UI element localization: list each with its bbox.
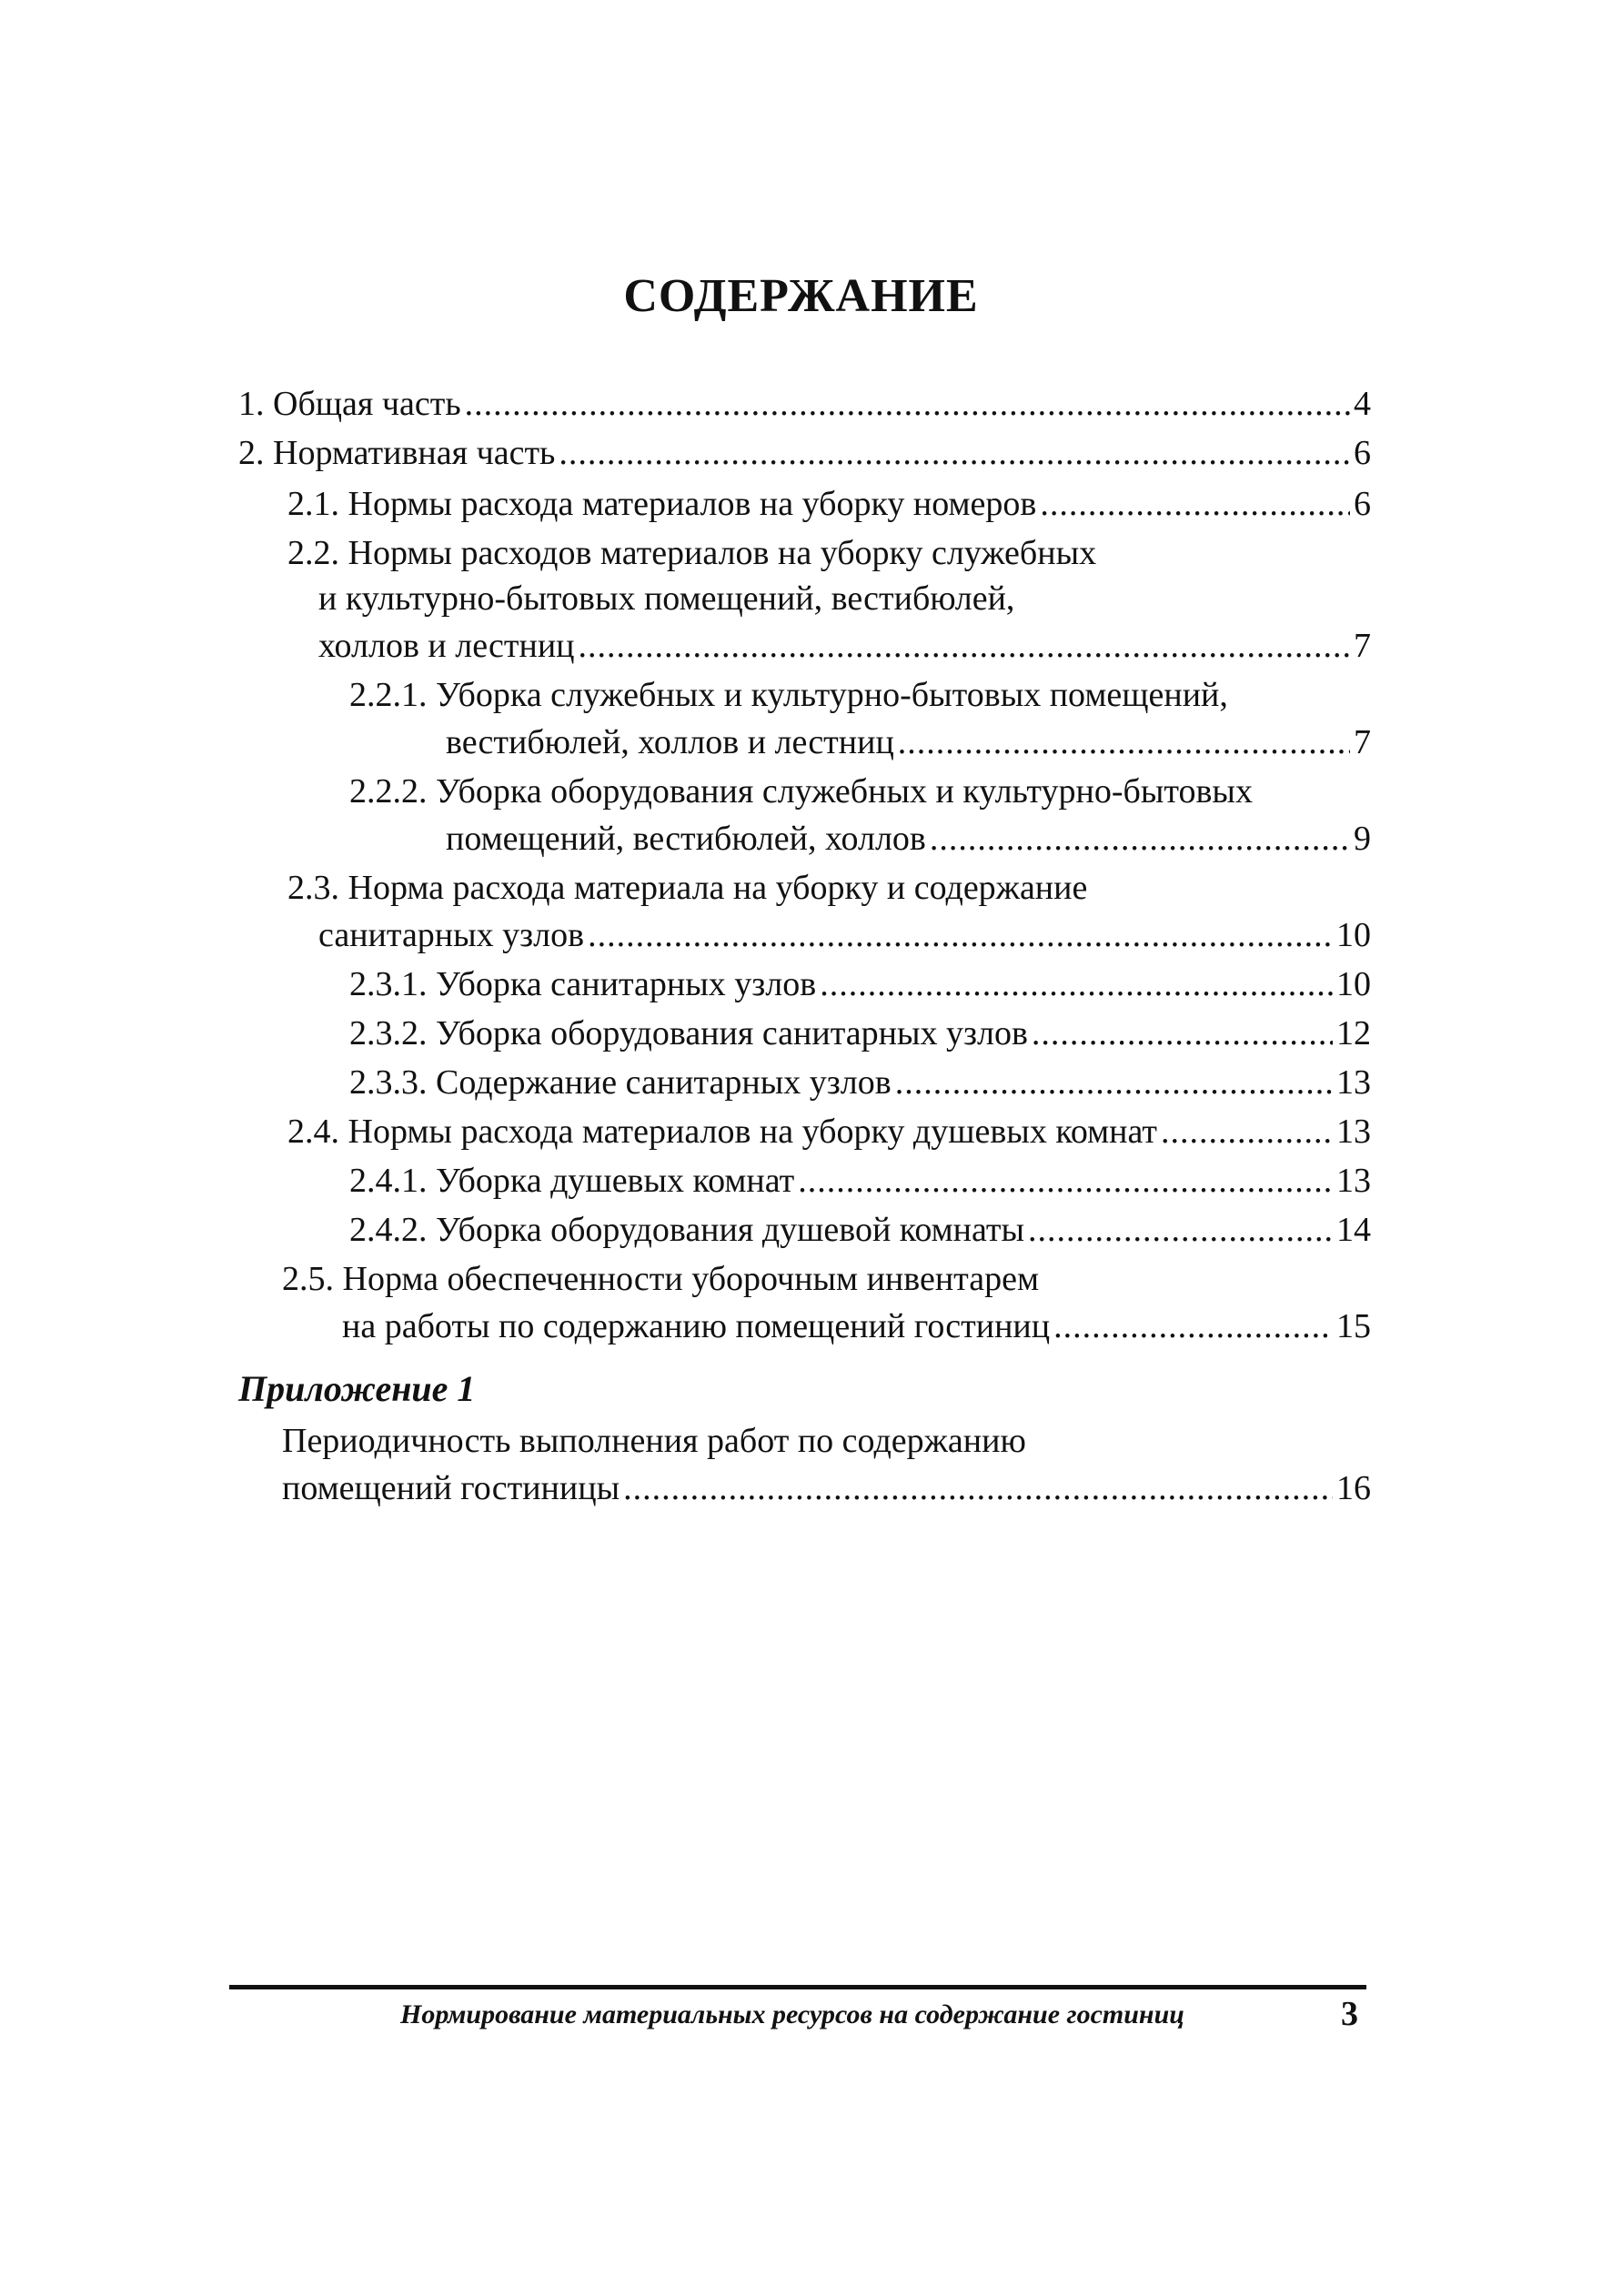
toc-entry-2-2-2[interactable] (446, 817, 1371, 861)
toc-dot-leader (895, 1061, 1333, 1104)
toc-page-number: 7 (1354, 627, 1371, 665)
toc-entry-label: 2. Нормативная часть (238, 434, 556, 472)
toc-page-number: 9 (1354, 820, 1371, 858)
footer-page-number: 3 (1341, 1995, 1358, 2033)
toc-entry-label: вестибюлей, холлов и лестниц (446, 723, 894, 761)
page-title: СОДЕРЖАНИЕ (623, 270, 979, 322)
toc-page-number: 10 (1336, 916, 1371, 954)
toc-entry-label: холлов и лестниц (318, 627, 575, 665)
toc-entry-appendix-1[interactable] (282, 1466, 1371, 1510)
toc-entry-label: на работы по содержанию помещений гостиниц (342, 1307, 1051, 1345)
toc-dot-leader (579, 624, 1350, 668)
toc-entry-label: 2.3.1. Уборка санитарных узлов (349, 965, 817, 1003)
toc-entry-2-3-line1: 2.3. Норма расхода материала на уборку и содержание (287, 869, 1088, 907)
toc-entry-label: 2.4.2. Уборка оборудования душевой комнаты (349, 1211, 1025, 1249)
toc-entry-label: 2.3.2. Уборка оборудования санитарных узлов (349, 1014, 1028, 1052)
toc-entry-2-4-2[interactable] (349, 1208, 1371, 1252)
toc-dot-leader (798, 1159, 1333, 1203)
toc-page-number: 10 (1336, 965, 1371, 1003)
appendix-line1: Периодичность выполнения работ по содержанию (282, 1422, 1026, 1460)
toc-entry-2-2-line2: и культурно-бытовых помещений, вестибюлей, (318, 579, 1015, 618)
toc-entry-label: 2.4. Нормы расхода материалов на уборку душевых комнат (287, 1113, 1157, 1151)
toc-entry-2-4[interactable] (287, 1110, 1371, 1153)
toc-entry-2-3-3[interactable] (349, 1061, 1371, 1104)
toc-entry-2-3[interactable] (318, 913, 1371, 957)
toc-entry-2-2-1-line1: 2.2.1. Уборка служебных и культурно-бытовых помещений, (349, 676, 1228, 714)
toc-dot-leader (465, 382, 1350, 426)
toc-page-number: 12 (1336, 1014, 1371, 1052)
toc-dot-leader (898, 720, 1350, 764)
toc-page-number: 4 (1354, 385, 1371, 423)
toc-dot-leader (1028, 1208, 1333, 1252)
toc-dot-leader (1040, 482, 1350, 526)
toc-entry-1[interactable] (238, 382, 1371, 426)
toc-entry-2-3-2[interactable] (349, 1012, 1371, 1055)
toc-entry-label: 1. Общая часть (238, 385, 461, 423)
toc-dot-leader (930, 817, 1350, 861)
toc-dot-leader (1161, 1110, 1333, 1153)
toc-entry-label: 2.3.3. Содержание санитарных узлов (349, 1063, 892, 1102)
toc-entry-2-2-2-line1: 2.2.2. Уборка оборудования служебных и культурно-бытовых (349, 772, 1253, 811)
toc-page-number: 7 (1354, 723, 1371, 761)
toc-entry-label: помещений гостиницы (282, 1469, 620, 1507)
toc-entry-2-3-1[interactable] (349, 962, 1371, 1006)
toc-entry-2-4-1[interactable] (349, 1159, 1371, 1203)
toc-entry-2-2-line1: 2.2. Нормы расходов материалов на уборку служебных (287, 534, 1097, 572)
toc-dot-leader (1053, 1304, 1333, 1348)
toc-entry-label: санитарных узлов (318, 916, 585, 954)
toc-dot-leader (559, 431, 1350, 475)
toc-entry-2-5-line1: 2.5. Норма обеспеченности уборочным инвентарем (282, 1260, 1040, 1298)
toc-page-number: 6 (1354, 485, 1371, 523)
toc-page-number: 13 (1336, 1063, 1371, 1102)
toc-page-number: 13 (1336, 1162, 1371, 1200)
toc-page-number: 13 (1336, 1113, 1371, 1151)
toc-page-number: 14 (1336, 1211, 1371, 1249)
toc-entry-2-2-1[interactable] (446, 720, 1371, 764)
footer-running-title: Нормирование материальных ресурсов на содержание гостиниц (400, 1999, 1184, 2029)
toc-entry-label: помещений, вестибюлей, холлов (446, 820, 926, 858)
toc-dot-leader (1032, 1012, 1333, 1055)
appendix-heading: Приложение 1 (238, 1368, 476, 1409)
toc-entry-2-5[interactable] (342, 1304, 1371, 1348)
toc-entry-2-1[interactable] (287, 482, 1371, 526)
toc-entry-label: 2.4.1. Уборка душевых комнат (349, 1162, 795, 1200)
toc-dot-leader (623, 1466, 1333, 1510)
footer-divider (229, 1985, 1366, 1989)
toc-page-number: 15 (1336, 1307, 1371, 1345)
toc-page-number: 6 (1354, 434, 1371, 472)
toc-entry-label: 2.1. Нормы расхода материалов на уборку номеров (287, 485, 1037, 523)
toc-entry-2[interactable] (238, 431, 1371, 475)
toc-page-number: 16 (1336, 1469, 1371, 1507)
toc-entry-2-2[interactable] (318, 624, 1371, 668)
toc-dot-leader (820, 962, 1333, 1006)
toc-dot-leader (588, 913, 1333, 957)
